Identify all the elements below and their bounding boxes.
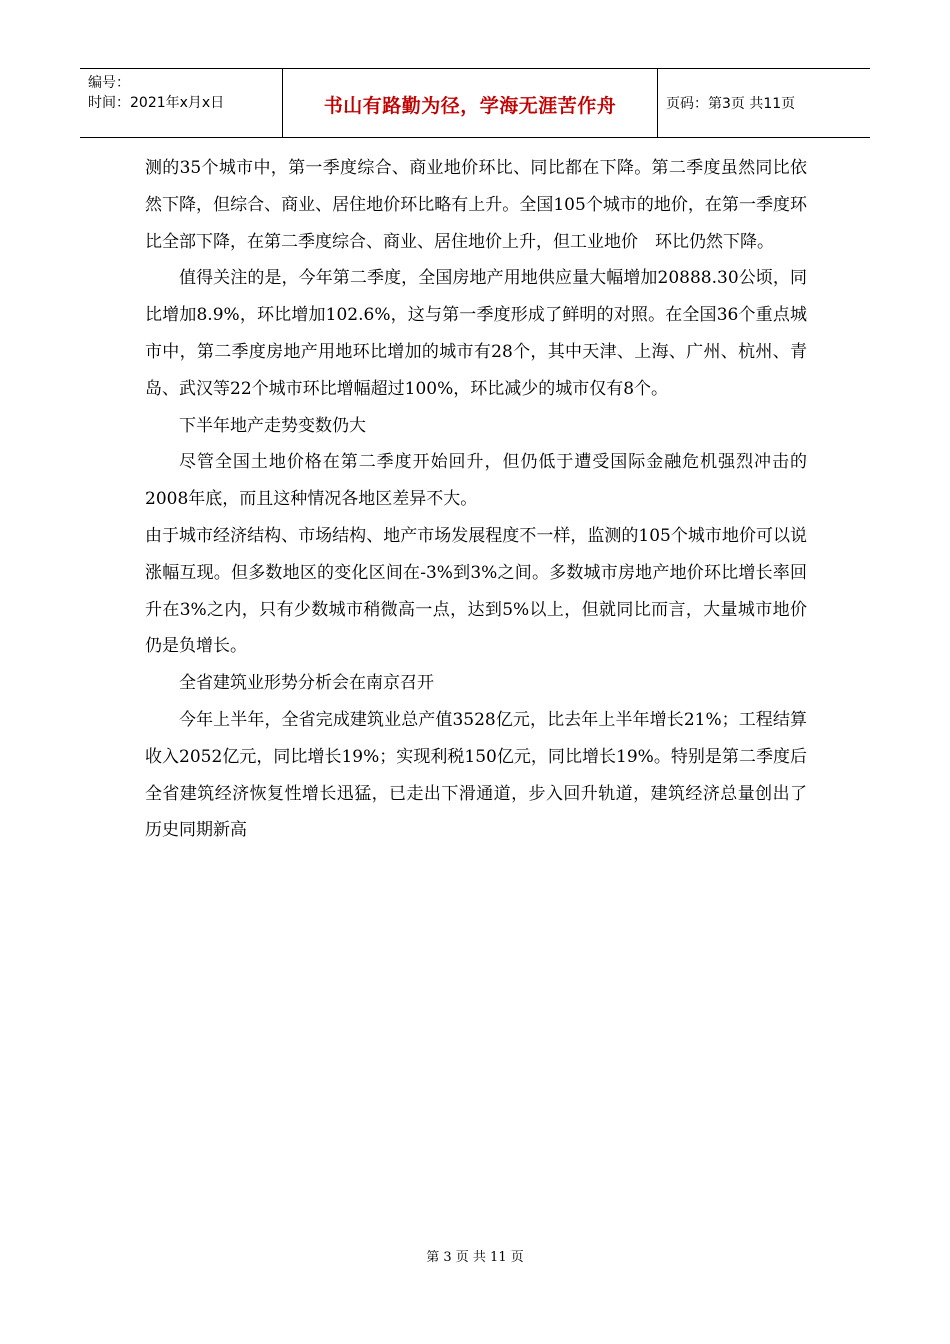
- header-meta: [80, 69, 282, 137]
- body-paragraph: 测的35个城市中，第一季度综合、商业地价环比、同比都在下降。第二季度虽然同比依然下降，但综合、商业、居住地价环比略有上升。全国105个城市的地价，在第一季度环比全部下降，在第二季度综合、商业、居住地价上升，但工业地价 环比仍然下降。: [145, 158, 807, 252]
- header-motto-cell: [282, 69, 658, 137]
- section-heading: 下半年地产走势变数仍大: [179, 415, 366, 436]
- document-body: [145, 150, 807, 849]
- header-page-info-cell: [658, 69, 870, 137]
- footer-page-number: 第 3 页 共 11 页: [426, 1250, 524, 1265]
- body-paragraph: 由于城市经济结构、市场结构、地产市场发展程度不一样，监测的105个城市地价可以说涨幅互现。但多数地区的变化区间在-3%到3%之间。多数城市房地产地价环比增长率回升在3%之内，只有少数城市稍微高一点，达到5%以上，但就同比而言，大量城市地价仍是负增长。: [145, 525, 807, 657]
- page-footer: [0, 1246, 950, 1265]
- body-paragraph: 今年上半年，全省完成建筑业总产值3528亿元，比去年上半年增长21%；工程结算收入2052亿元，同比增长19%；实现利税150亿元，同比增长19%。特别是第二季度后全省建筑经济恢复性增长迅猛，已走出下滑通道，步入回升轨道，建筑经济总量创出了历史同期新高: [145, 709, 807, 841]
- body-paragraph: 值得关注的是，今年第二季度，全国房地产用地供应量大幅增加20888.30公顷，同比增加8.9%，环比增加102.6%，这与第一季度形成了鲜明的对照。在全国36个重点城市中，第二季度房地产用地环比增加的城市有28个，其中天津、上海、广州、杭州、青岛、武汉等22个城市环比增幅超过100%，环比减少的城市仅有8个。: [145, 268, 807, 399]
- header-motto: 书山有路勤为径，学海无涯苦作舟: [323, 94, 617, 117]
- header-page-info: 页码：第3页 共11页: [666, 96, 796, 112]
- body-paragraph: 尽管全国土地价格在第二季度开始回升，但仍低于遭受国际金融危机强烈冲击的2008年底，而且这种情况各地区差异不大。: [145, 452, 807, 510]
- page-header: [80, 68, 870, 138]
- document-number-label: 编号：: [88, 75, 130, 91]
- document-date-label: 时间：2021年x月x日: [88, 95, 225, 111]
- section-heading: 全省建筑业形势分析会在南京召开: [179, 673, 434, 694]
